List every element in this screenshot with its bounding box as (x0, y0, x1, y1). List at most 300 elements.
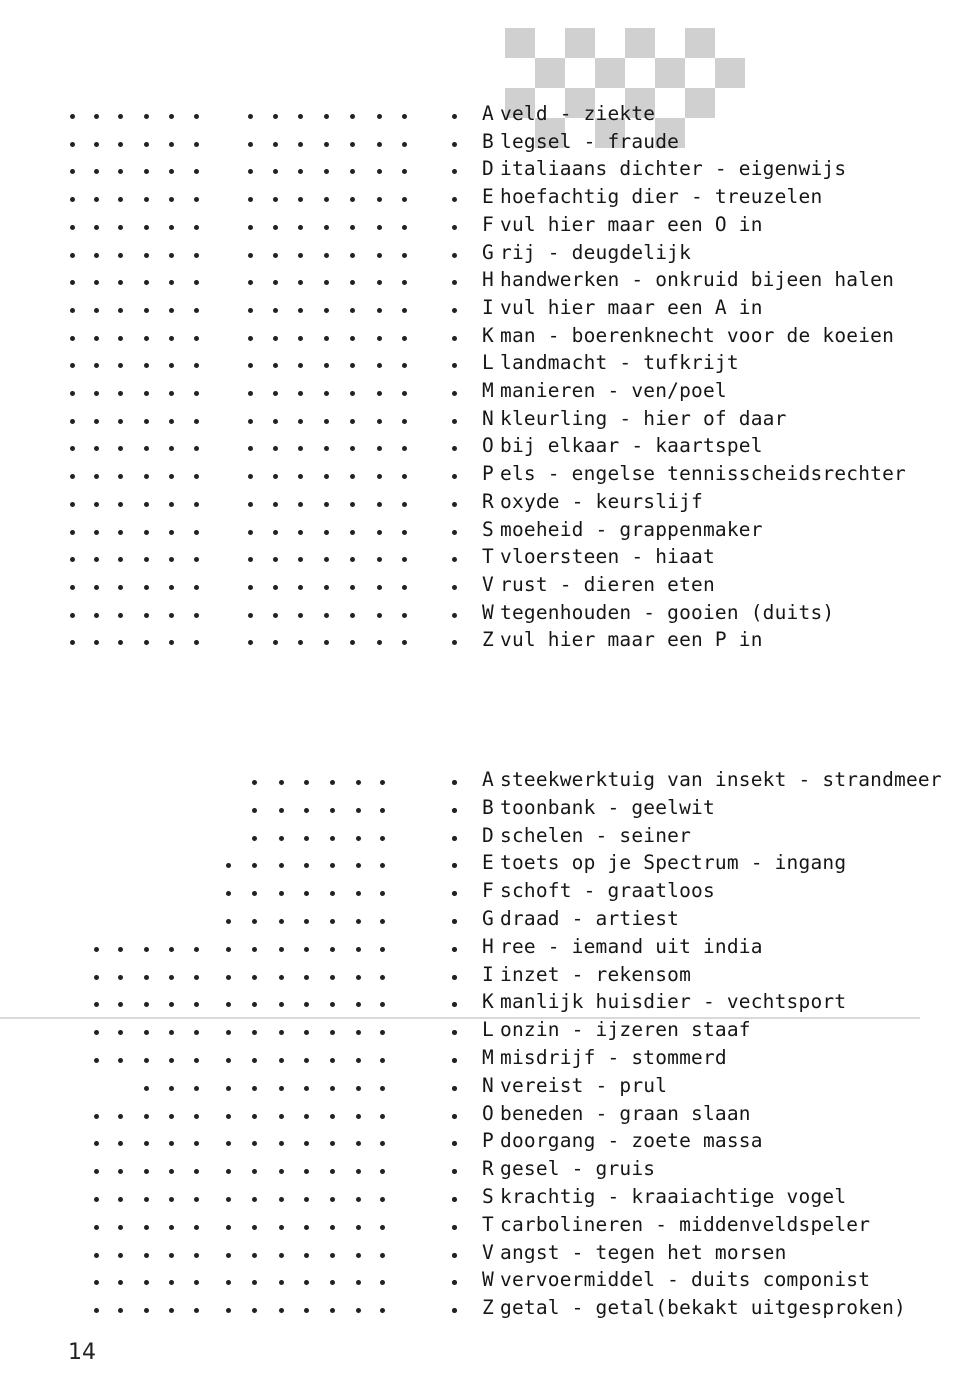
letter-dot (356, 1169, 361, 1174)
clue-row (0, 1294, 970, 1322)
clue-letter: N (482, 406, 494, 430)
clue-row (0, 460, 970, 488)
letter-dot (118, 947, 123, 952)
letter-dot (194, 1002, 199, 1007)
letter-dot (273, 363, 278, 368)
letter-dot (144, 613, 149, 618)
letter-dot (279, 863, 284, 868)
letter-dot (452, 336, 457, 341)
letter-dot (279, 919, 284, 924)
clue-row (0, 349, 970, 377)
letter-dot (118, 197, 123, 202)
letter-dot (350, 253, 355, 258)
letter-dot (194, 253, 199, 258)
letter-dot (194, 114, 199, 119)
letter-dot (330, 891, 335, 896)
clue-letter: A (482, 768, 494, 791)
clue-letter: K (482, 990, 494, 1014)
letter-dot (248, 363, 253, 368)
letter-dot (144, 975, 149, 980)
clue-letter: W (482, 600, 494, 624)
letter-dot (279, 1308, 284, 1313)
clue-text (482, 571, 715, 599)
letter-dot (330, 1002, 335, 1007)
letter-dot (94, 446, 99, 451)
clue-description: veld - ziekte (500, 102, 656, 125)
letter-dot (377, 336, 382, 341)
letter-dot (118, 502, 123, 507)
letter-dot (226, 947, 231, 952)
letter-dot (248, 391, 253, 396)
letter-dot (169, 1086, 174, 1091)
letter-dot (169, 280, 174, 285)
letter-dot (380, 1030, 385, 1035)
letter-dot (330, 1030, 335, 1035)
letter-dot (380, 1058, 385, 1063)
letter-dot (304, 836, 309, 841)
clue-text (482, 377, 727, 405)
letter-dot (144, 446, 149, 451)
letter-dot (279, 1058, 284, 1063)
letter-dot (377, 446, 382, 451)
letter-dot (169, 225, 174, 230)
letter-dot (377, 530, 382, 535)
letter-dot (118, 391, 123, 396)
letter-dot (194, 280, 199, 285)
clue-text (482, 1183, 846, 1211)
letter-dot (324, 557, 329, 562)
letter-dot (226, 1197, 231, 1202)
letter-dot (452, 1308, 457, 1313)
clue-letter: T (482, 545, 494, 569)
letter-dot (144, 336, 149, 341)
letter-dot (252, 1197, 257, 1202)
clue-text (482, 294, 763, 322)
letter-dot (380, 1225, 385, 1230)
letter-dot (377, 640, 382, 645)
letter-dot (70, 280, 75, 285)
letter-dot (330, 863, 335, 868)
letter-dot (194, 1030, 199, 1035)
letter-dot (279, 1225, 284, 1230)
letter-dot (194, 1114, 199, 1119)
letter-dot (252, 891, 257, 896)
letter-dot (169, 975, 174, 980)
clue-text (482, 599, 834, 627)
letter-dot (452, 474, 457, 479)
letter-dot (94, 280, 99, 285)
letter-dot (70, 530, 75, 535)
letter-dot (380, 975, 385, 980)
clue-text (482, 961, 691, 989)
clue-description: vervoermiddel - duits componist (500, 1268, 871, 1292)
letter-dot (350, 613, 355, 618)
letter-dot (248, 446, 253, 451)
clue-letter: L (482, 1018, 494, 1042)
letter-dot (70, 197, 75, 202)
clue-description: vul hier maar een O in (500, 212, 763, 236)
letter-dot (169, 585, 174, 590)
letter-dot (94, 502, 99, 507)
letter-dot (380, 780, 385, 785)
letter-dot (452, 363, 457, 368)
letter-dot (94, 1280, 99, 1285)
letter-dot (169, 1280, 174, 1285)
clue-row (0, 516, 970, 544)
clue-text (482, 432, 763, 460)
letter-dot (350, 308, 355, 313)
letter-dot (298, 585, 303, 590)
letter-dot (169, 1169, 174, 1174)
letter-dot (248, 502, 253, 507)
letter-dot (118, 1169, 123, 1174)
clue-letter: F (482, 212, 494, 236)
letter-dot (94, 1308, 99, 1313)
clue-description: tegenhouden - gooien (duits) (500, 600, 835, 624)
letter-dot (194, 308, 199, 313)
letter-dot (330, 780, 335, 785)
letter-dot (350, 530, 355, 535)
clue-text (482, 626, 763, 654)
letter-dot (144, 1141, 149, 1146)
letter-dot (70, 446, 75, 451)
letter-dot (252, 1058, 257, 1063)
letter-dot (452, 1030, 457, 1035)
letter-dot (324, 280, 329, 285)
letter-dot (402, 253, 407, 258)
letter-dot (350, 363, 355, 368)
letter-dot (350, 169, 355, 174)
clue-letter: V (482, 1240, 494, 1264)
letter-dot (118, 114, 123, 119)
letter-dot (94, 557, 99, 562)
clue-description: els - engelse tennisscheidsrechter (500, 462, 906, 486)
letter-dot (252, 1141, 257, 1146)
letter-dot (356, 1225, 361, 1230)
letter-dot (70, 391, 75, 396)
letter-dot (356, 1308, 361, 1313)
clue-letter: H (482, 268, 494, 292)
letter-dot (330, 947, 335, 952)
letter-dot (402, 557, 407, 562)
letter-dot (298, 391, 303, 396)
letter-dot (377, 114, 382, 119)
letter-dot (194, 1280, 199, 1285)
letter-dot (169, 1308, 174, 1313)
clue-text (482, 988, 846, 1016)
clue-text (482, 100, 655, 128)
letter-dot (169, 1058, 174, 1063)
letter-dot (169, 336, 174, 341)
clue-row (0, 1127, 970, 1155)
clue-text (482, 1072, 667, 1100)
clue-description: landmacht - tufkrijt (500, 351, 739, 375)
clue-description: onzin - ijzeren staaf (500, 1018, 751, 1042)
letter-dot (377, 419, 382, 424)
letter-dot (279, 1280, 284, 1285)
letter-dot (356, 836, 361, 841)
letter-dot (273, 114, 278, 119)
letter-dot (226, 1308, 231, 1313)
letter-dot (350, 391, 355, 396)
letter-dot (356, 919, 361, 924)
letter-dot (452, 1002, 457, 1007)
letter-dot (402, 585, 407, 590)
letter-dot (402, 336, 407, 341)
clue-text (482, 1044, 727, 1072)
letter-dot (248, 114, 253, 119)
letter-dot (169, 1197, 174, 1202)
letter-dot (118, 585, 123, 590)
letter-dot (144, 557, 149, 562)
letter-dot (144, 1114, 149, 1119)
letter-dot (248, 613, 253, 618)
letter-dot (330, 1253, 335, 1258)
letter-dot (380, 919, 385, 924)
letter-dot (169, 474, 174, 479)
letter-dot (324, 169, 329, 174)
clue-text (482, 933, 763, 961)
letter-dot (356, 1030, 361, 1035)
clue-letter: K (482, 323, 494, 347)
letter-dot (330, 1114, 335, 1119)
clue-row (0, 822, 970, 850)
letter-dot (194, 142, 199, 147)
letter-dot (118, 1141, 123, 1146)
letter-dot (226, 1225, 231, 1230)
letter-dot (70, 474, 75, 479)
letter-dot (144, 363, 149, 368)
clue-letter: R (482, 1157, 494, 1181)
letter-dot (452, 1086, 457, 1091)
clue-row (0, 794, 970, 822)
letter-dot (194, 169, 199, 174)
letter-dot (298, 613, 303, 618)
letter-dot (118, 446, 123, 451)
clue-description: man - boerenknecht voor de koeien (500, 323, 895, 347)
letter-dot (330, 836, 335, 841)
letter-dot (452, 253, 457, 258)
letter-dot (377, 585, 382, 590)
letter-dot (252, 1225, 257, 1230)
letter-dot (324, 308, 329, 313)
letter-dot (452, 1280, 457, 1285)
clue-row (0, 1211, 970, 1239)
clue-letter: P (482, 1129, 494, 1153)
letter-dot (279, 1141, 284, 1146)
letter-dot (248, 419, 253, 424)
letter-dot (252, 919, 257, 924)
letter-dot (118, 530, 123, 535)
clue-letter: R (482, 489, 494, 513)
letter-dot (452, 280, 457, 285)
letter-dot (350, 419, 355, 424)
letter-dot (118, 640, 123, 645)
letter-dot (452, 1225, 457, 1230)
letter-dot (226, 1086, 231, 1091)
letter-dot (144, 1308, 149, 1313)
letter-dot (350, 225, 355, 230)
letter-dot (330, 975, 335, 980)
letter-dot (356, 947, 361, 952)
clue-text (482, 1294, 906, 1322)
letter-dot (279, 1114, 284, 1119)
letter-dot (94, 585, 99, 590)
letter-dot (144, 114, 149, 119)
clue-description: draad - artiest (500, 907, 680, 930)
letter-dot (377, 197, 382, 202)
letter-dot (279, 1002, 284, 1007)
clue-row (0, 1016, 970, 1044)
letter-dot (194, 225, 199, 230)
letter-dot (169, 502, 174, 507)
letter-dot (144, 391, 149, 396)
letter-dot (377, 253, 382, 258)
clue-row (0, 877, 970, 905)
clue-text (482, 405, 787, 433)
clue-letter: N (482, 1073, 494, 1097)
clue-letter: D (482, 157, 494, 181)
letter-dot (324, 225, 329, 230)
letter-dot (226, 1280, 231, 1285)
letter-dot (118, 1030, 123, 1035)
letter-dot (356, 808, 361, 813)
letter-dot (144, 197, 149, 202)
letter-dot (452, 891, 457, 896)
clue-row (0, 988, 970, 1016)
clue-row (0, 961, 970, 989)
clue-row (0, 766, 970, 794)
letter-dot (94, 1253, 99, 1258)
letter-dot (94, 1169, 99, 1174)
letter-dot (402, 114, 407, 119)
letter-dot (118, 1225, 123, 1230)
letter-dot (194, 975, 199, 980)
clue-text (482, 488, 703, 516)
letter-dot (118, 419, 123, 424)
letter-dot (226, 1141, 231, 1146)
clue-row (0, 1100, 970, 1128)
letter-dot (298, 169, 303, 174)
clue-description: vul hier maar een P in (500, 628, 763, 652)
clue-letter: H (482, 934, 494, 958)
clue-row (0, 183, 970, 211)
letter-dot (252, 1002, 257, 1007)
clue-description: inzet - rekensom (500, 962, 692, 986)
letter-dot (169, 1030, 174, 1035)
clue-row (0, 1155, 970, 1183)
clue-letter: S (482, 1185, 494, 1208)
letter-dot (452, 446, 457, 451)
letter-dot (169, 197, 174, 202)
letter-dot (380, 947, 385, 952)
clue-letter: M (482, 379, 494, 402)
letter-dot (70, 640, 75, 645)
letter-dot (298, 253, 303, 258)
clue-row (0, 1266, 970, 1294)
letter-dot (402, 502, 407, 507)
letter-dot (169, 253, 174, 258)
letter-dot (452, 1141, 457, 1146)
letter-dot (169, 1253, 174, 1258)
letter-dot (298, 280, 303, 285)
letter-dot (377, 169, 382, 174)
letter-dot (304, 1114, 309, 1119)
letter-dot (144, 142, 149, 147)
letter-dot (252, 1280, 257, 1285)
letter-dot (324, 142, 329, 147)
letter-dot (273, 557, 278, 562)
letter-dot (248, 530, 253, 535)
letter-dot (304, 1030, 309, 1035)
letter-dot (452, 1253, 457, 1258)
letter-dot (144, 225, 149, 230)
clue-description: manlijk huisdier - vechtsport (500, 990, 847, 1014)
letter-dot (350, 142, 355, 147)
letter-dot (298, 114, 303, 119)
letter-dot (273, 502, 278, 507)
letter-dot (70, 169, 75, 174)
letter-dot (350, 114, 355, 119)
letter-dot (252, 863, 257, 868)
letter-dot (169, 1225, 174, 1230)
clue-letter: E (482, 185, 494, 209)
page-number: 14 (68, 1340, 96, 1365)
letter-dot (273, 197, 278, 202)
letter-dot (94, 1197, 99, 1202)
letter-dot (298, 557, 303, 562)
letter-dot (94, 253, 99, 258)
clue-text (482, 349, 739, 377)
letter-dot (330, 1141, 335, 1146)
clue-letter: P (482, 462, 494, 486)
letter-dot (118, 1280, 123, 1285)
letter-dot (144, 474, 149, 479)
letter-dot (194, 363, 199, 368)
clue-row (0, 933, 970, 961)
letter-dot (94, 640, 99, 645)
letter-dot (144, 1002, 149, 1007)
clue-description: gesel - gruis (500, 1157, 656, 1181)
letter-dot (273, 419, 278, 424)
letter-dot (194, 947, 199, 952)
letter-dot (298, 446, 303, 451)
letter-dot (380, 891, 385, 896)
letter-dot (452, 808, 457, 813)
letter-dot (356, 1114, 361, 1119)
letter-dot (70, 363, 75, 368)
letter-dot (350, 557, 355, 562)
letter-dot (144, 1086, 149, 1091)
letter-dot (226, 1114, 231, 1119)
clue-row (0, 432, 970, 460)
clue-row (0, 405, 970, 433)
letter-dot (118, 1002, 123, 1007)
clue-row (0, 543, 970, 571)
letter-dot (70, 613, 75, 618)
letter-dot (356, 1086, 361, 1091)
letter-dot (94, 336, 99, 341)
letter-dot (350, 640, 355, 645)
letter-dot (377, 363, 382, 368)
letter-dot (144, 419, 149, 424)
letter-dot (380, 1141, 385, 1146)
letter-dot (350, 280, 355, 285)
clue-description: krachtig - kraaiachtige vogel (500, 1185, 847, 1208)
clue-description: ree - iemand uit india (500, 934, 763, 958)
letter-dot (452, 530, 457, 535)
letter-dot (144, 502, 149, 507)
